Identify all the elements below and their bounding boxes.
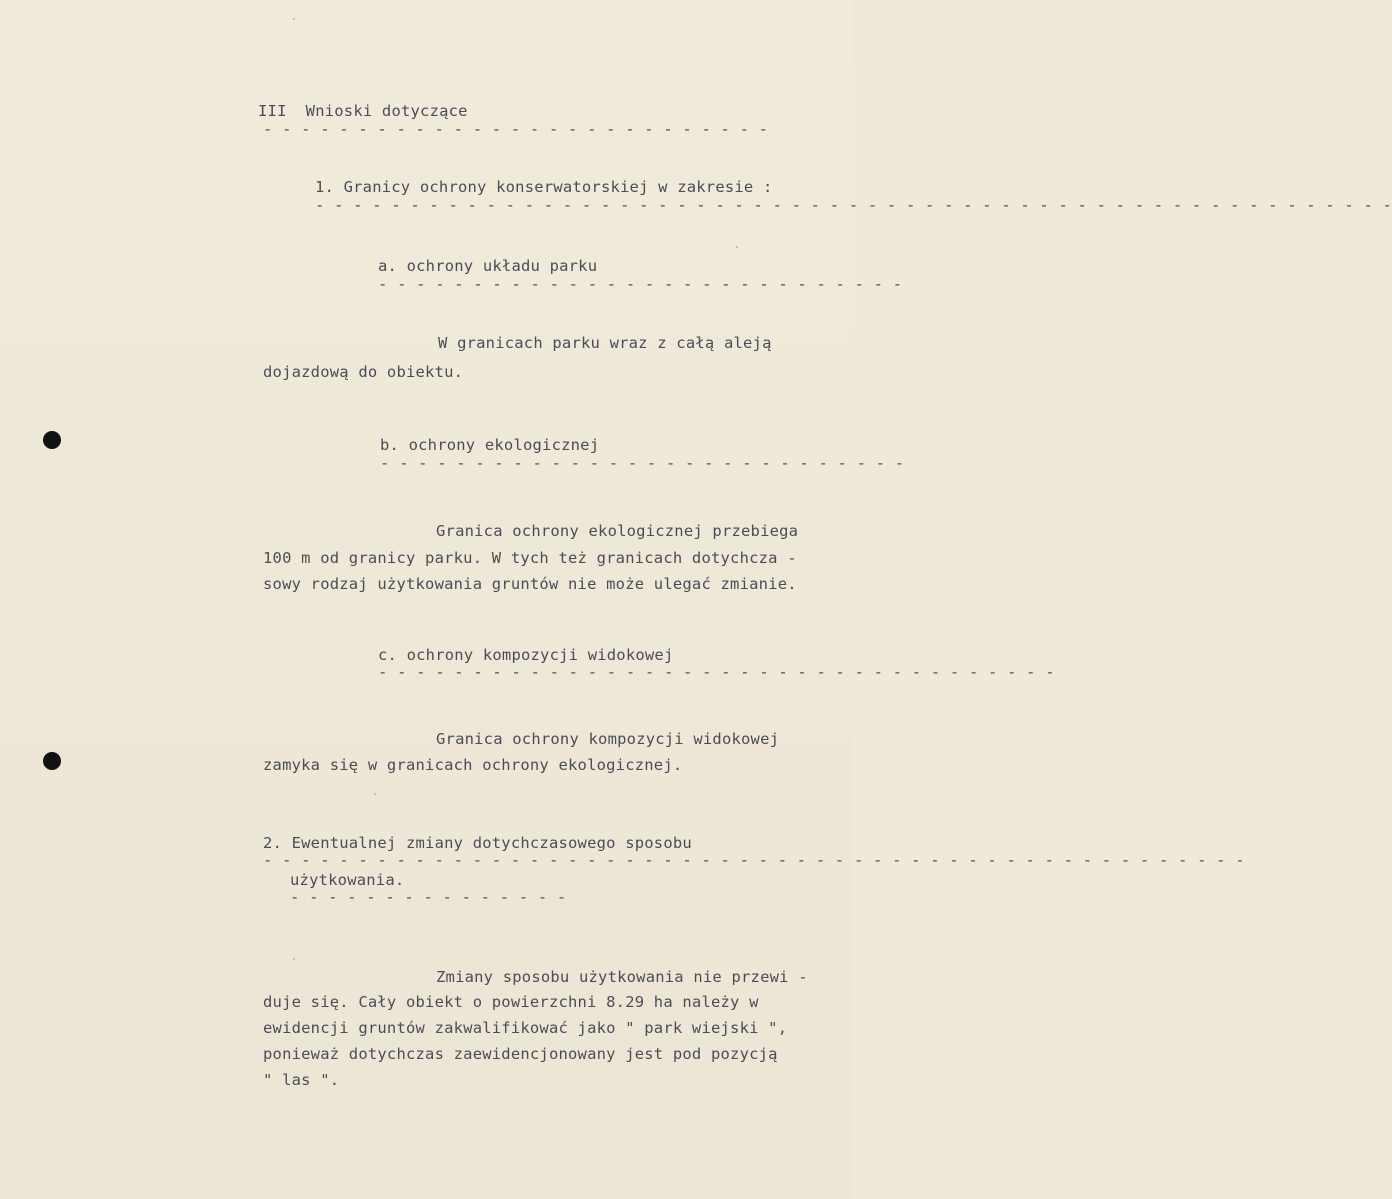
point2-text-line: ewidencji gruntów zakwalifikować jako " park wiejski ", — [263, 1019, 788, 1037]
point2-heading-underline: - - - - - - - - - - - - - - - - - - - - - - - - - - - - - - - - - - - - - - - - - - - - - - - - - - - - — [263, 851, 1245, 869]
point1b-text-line: sowy rodzaj użytkowania gruntów nie może ulegać zmianie. — [263, 575, 797, 593]
point1b-heading-underline: - - - - - - - - - - - - - - - - - - - - - - - - - - - - — [380, 454, 905, 472]
point1c-text-line: zamyka się w granicach ochrony ekologicznej. — [263, 756, 683, 774]
point2-heading-line2: użytkowania. — [290, 871, 405, 889]
point1a-text-line: dojazdową do obiektu. — [263, 363, 464, 381]
point2-text-line: duje się. Cały obiekt o powierzchni 8.29 ha należy w — [263, 993, 759, 1011]
section-heading-underline: - - - - - - - - - - - - - - - - - - - - - - - - - - - — [263, 120, 769, 138]
point1c-heading: c. ochrony kompozycji widokowej — [378, 646, 674, 664]
point2-text-line: ponieważ dotychczas zaewidencjonowany jest pod pozycją — [263, 1045, 778, 1063]
point1a-text-line: W granicach parku wraz z całą aleją — [438, 334, 772, 352]
point1c-text-line: Granica ochrony kompozycji widokowej — [436, 730, 780, 748]
point2-text-line: Zmiany sposobu użytkowania nie przewi - — [436, 968, 808, 986]
point1-heading-underline: - - - - - - - - - - - - - - - - - - - - - - - - - - - - - - - - - - - - - - - - - - - - - - - - - - - - - - - - - — [315, 196, 1392, 214]
paper-speck — [293, 18, 295, 20]
point1-heading: 1. Granicy ochrony konserwatorskiej w zakresie : — [315, 178, 773, 196]
point1a-heading-underline: - - - - - - - - - - - - - - - - - - - - - - - - - - - - — [378, 275, 903, 293]
paper-speck — [374, 793, 376, 795]
punch-hole-top — [43, 431, 61, 449]
point2-text-line: " las ". — [263, 1071, 340, 1089]
point2-heading-line1: 2. Ewentualnej zmiany dotychczasowego sposobu — [263, 834, 692, 852]
section-heading: III Wnioski dotyczące — [258, 102, 468, 120]
punch-hole-bottom — [43, 752, 61, 770]
point1b-heading: b. ochrony ekologicznej — [380, 436, 600, 454]
point1b-text-line: 100 m od granicy parku. W tych też granicach dotychcza - — [263, 549, 797, 567]
point2-heading-line2-underline: - - - - - - - - - - - - - - - — [290, 888, 567, 906]
point1c-heading-underline: - - - - - - - - - - - - - - - - - - - - - - - - - - - - - - - - - - - - — [378, 663, 1055, 681]
paper-speck — [736, 246, 738, 248]
point1a-heading: a. ochrony układu parku — [378, 257, 598, 275]
point1b-text-line: Granica ochrony ekologicznej przebiega — [436, 522, 799, 540]
paper-speck — [293, 958, 295, 960]
